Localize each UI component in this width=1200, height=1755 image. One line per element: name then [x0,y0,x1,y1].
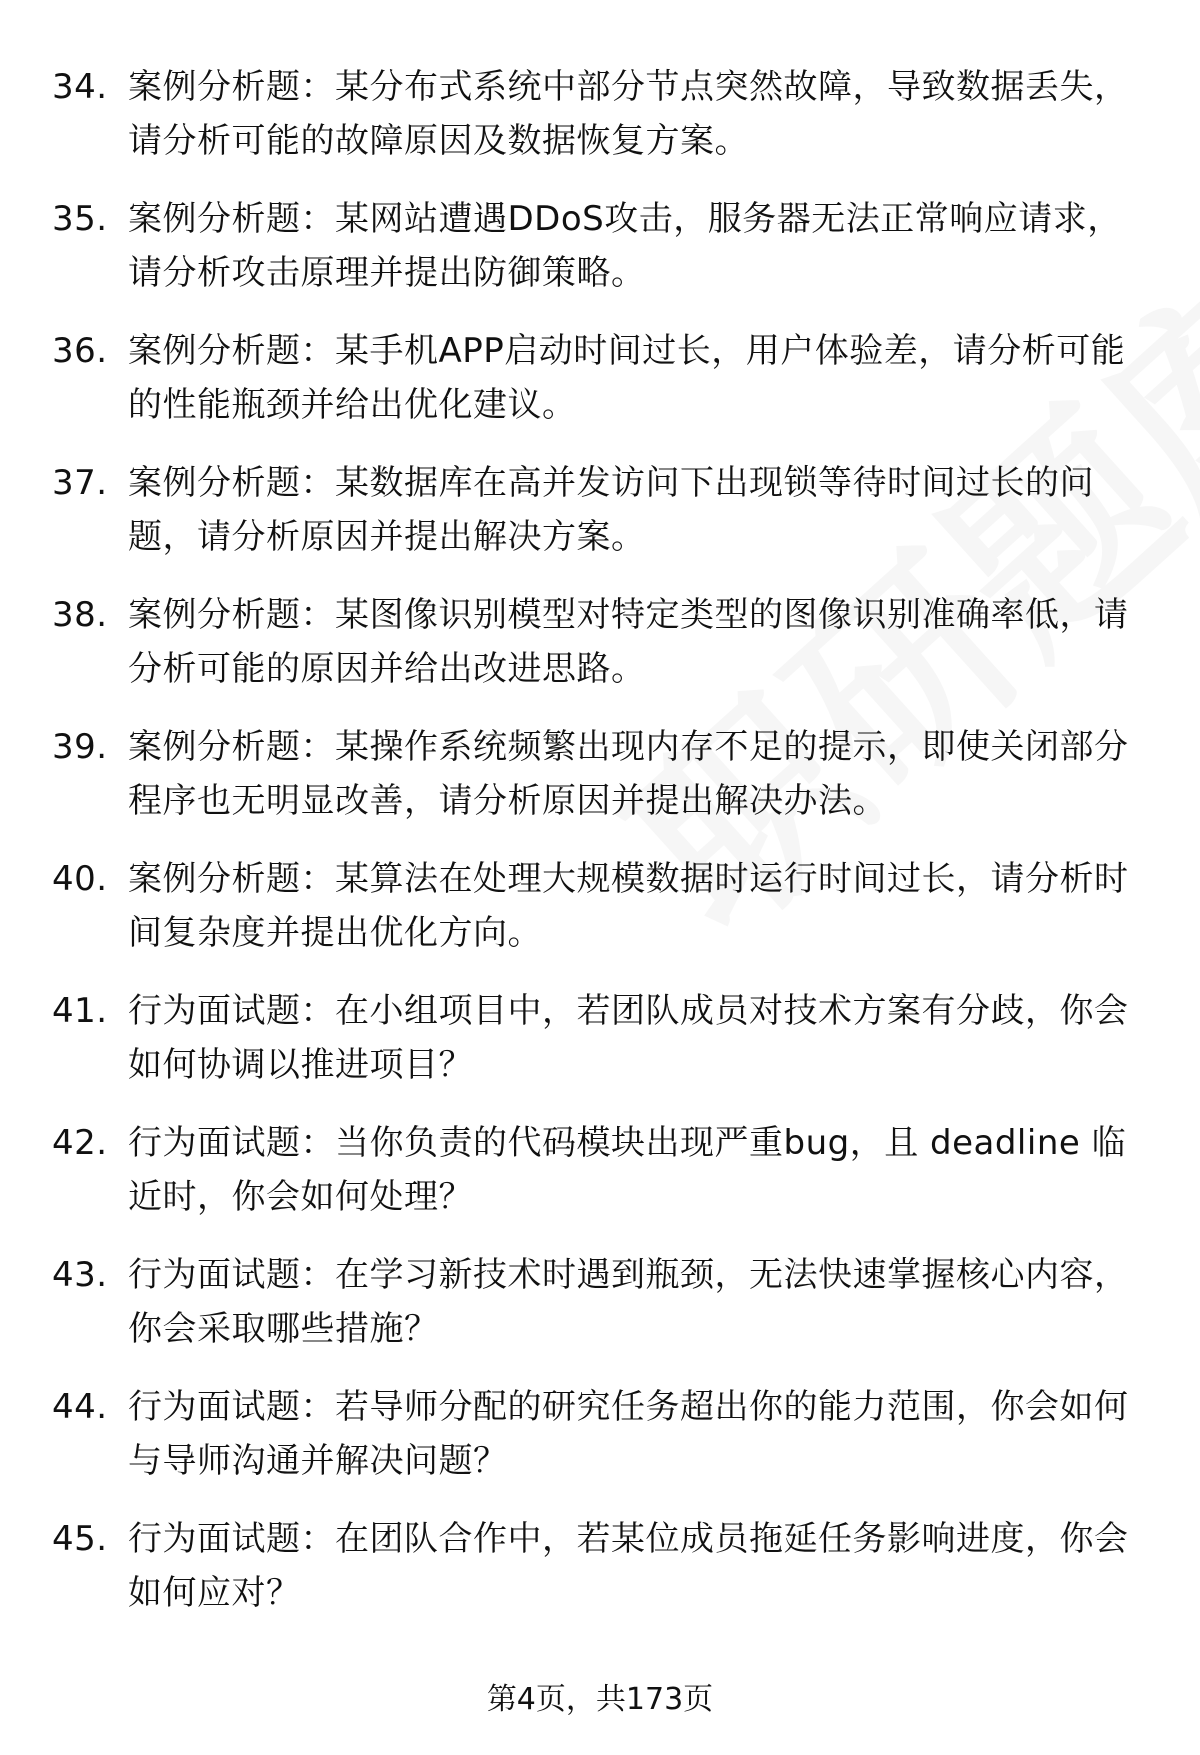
question-item [52,1512,1142,1644]
question-text: 案例分析题：某操作系统频繁出现内存不足的提示，即使关闭部分程序也无明显改善，请分析原因并提出解决办法。 [128,727,1129,821]
question-list [52,60,1142,1644]
question-item [52,60,1142,192]
question-text: 行为面试题：在团队合作中，若某位成员拖延任务影响进度，你会如何应对？ [128,1519,1129,1613]
question-item [52,984,1142,1116]
question-text: 案例分析题：某图像识别模型对特定类型的图像识别准确率低，请分析可能的原因并给出改进思路。 [128,595,1129,689]
question-text: 行为面试题：若导师分配的研究任务超出你的能力范围，你会如何与导师沟通并解决问题？ [128,1387,1129,1481]
question-text: 行为面试题：在小组项目中，若团队成员对技术方案有分歧，你会如何协调以推进项目？ [128,991,1129,1085]
question-item [52,720,1142,852]
question-number: 36. [52,331,108,371]
question-text: 行为面试题：在学习新技术时遇到瓶颈，无法快速掌握核心内容，你会采取哪些措施？ [128,1255,1129,1349]
question-number: 40. [52,859,108,899]
question-number: 35. [52,199,108,239]
question-text: 行为面试题：当你负责的代码模块出现严重bug，且 deadline 临近时，你会如何处理？ [128,1123,1127,1217]
question-item [52,588,1142,720]
question-item [52,192,1142,324]
question-item [52,1248,1142,1380]
question-number: 42. [52,1123,108,1163]
question-number: 41. [52,991,108,1031]
question-item [52,1116,1142,1248]
question-text: 案例分析题：某分布式系统中部分节点突然故障，导致数据丢失，请分析可能的故障原因及数据恢复方案。 [128,67,1129,161]
question-number: 44. [52,1387,108,1427]
question-text: 案例分析题：某算法在处理大规模数据时运行时间过长，请分析时间复杂度并提出优化方向。 [128,859,1129,953]
question-item [52,324,1142,456]
question-number: 45. [52,1519,108,1559]
question-text: 案例分析题：某手机APP启动时间过长，用户体验差，请分析可能的性能瓶颈并给出优化建议。 [128,331,1126,425]
question-item [52,1380,1142,1512]
question-item [52,456,1142,588]
question-number: 37. [52,463,108,503]
question-item [52,852,1142,984]
question-text: 案例分析题：某数据库在高并发访问下出现锁等待时间过长的问题，请分析原因并提出解决方案。 [128,463,1094,557]
question-number: 43. [52,1255,108,1295]
page-footer: 第4页，共173页 [486,1682,714,1717]
question-number: 38. [52,595,108,635]
question-text: 案例分析题：某网站遭遇DDoS攻击，服务器无法正常响应请求，请分析攻击原理并提出防御策略。 [128,199,1122,293]
question-number: 39. [52,727,108,767]
question-number: 34. [52,67,108,107]
